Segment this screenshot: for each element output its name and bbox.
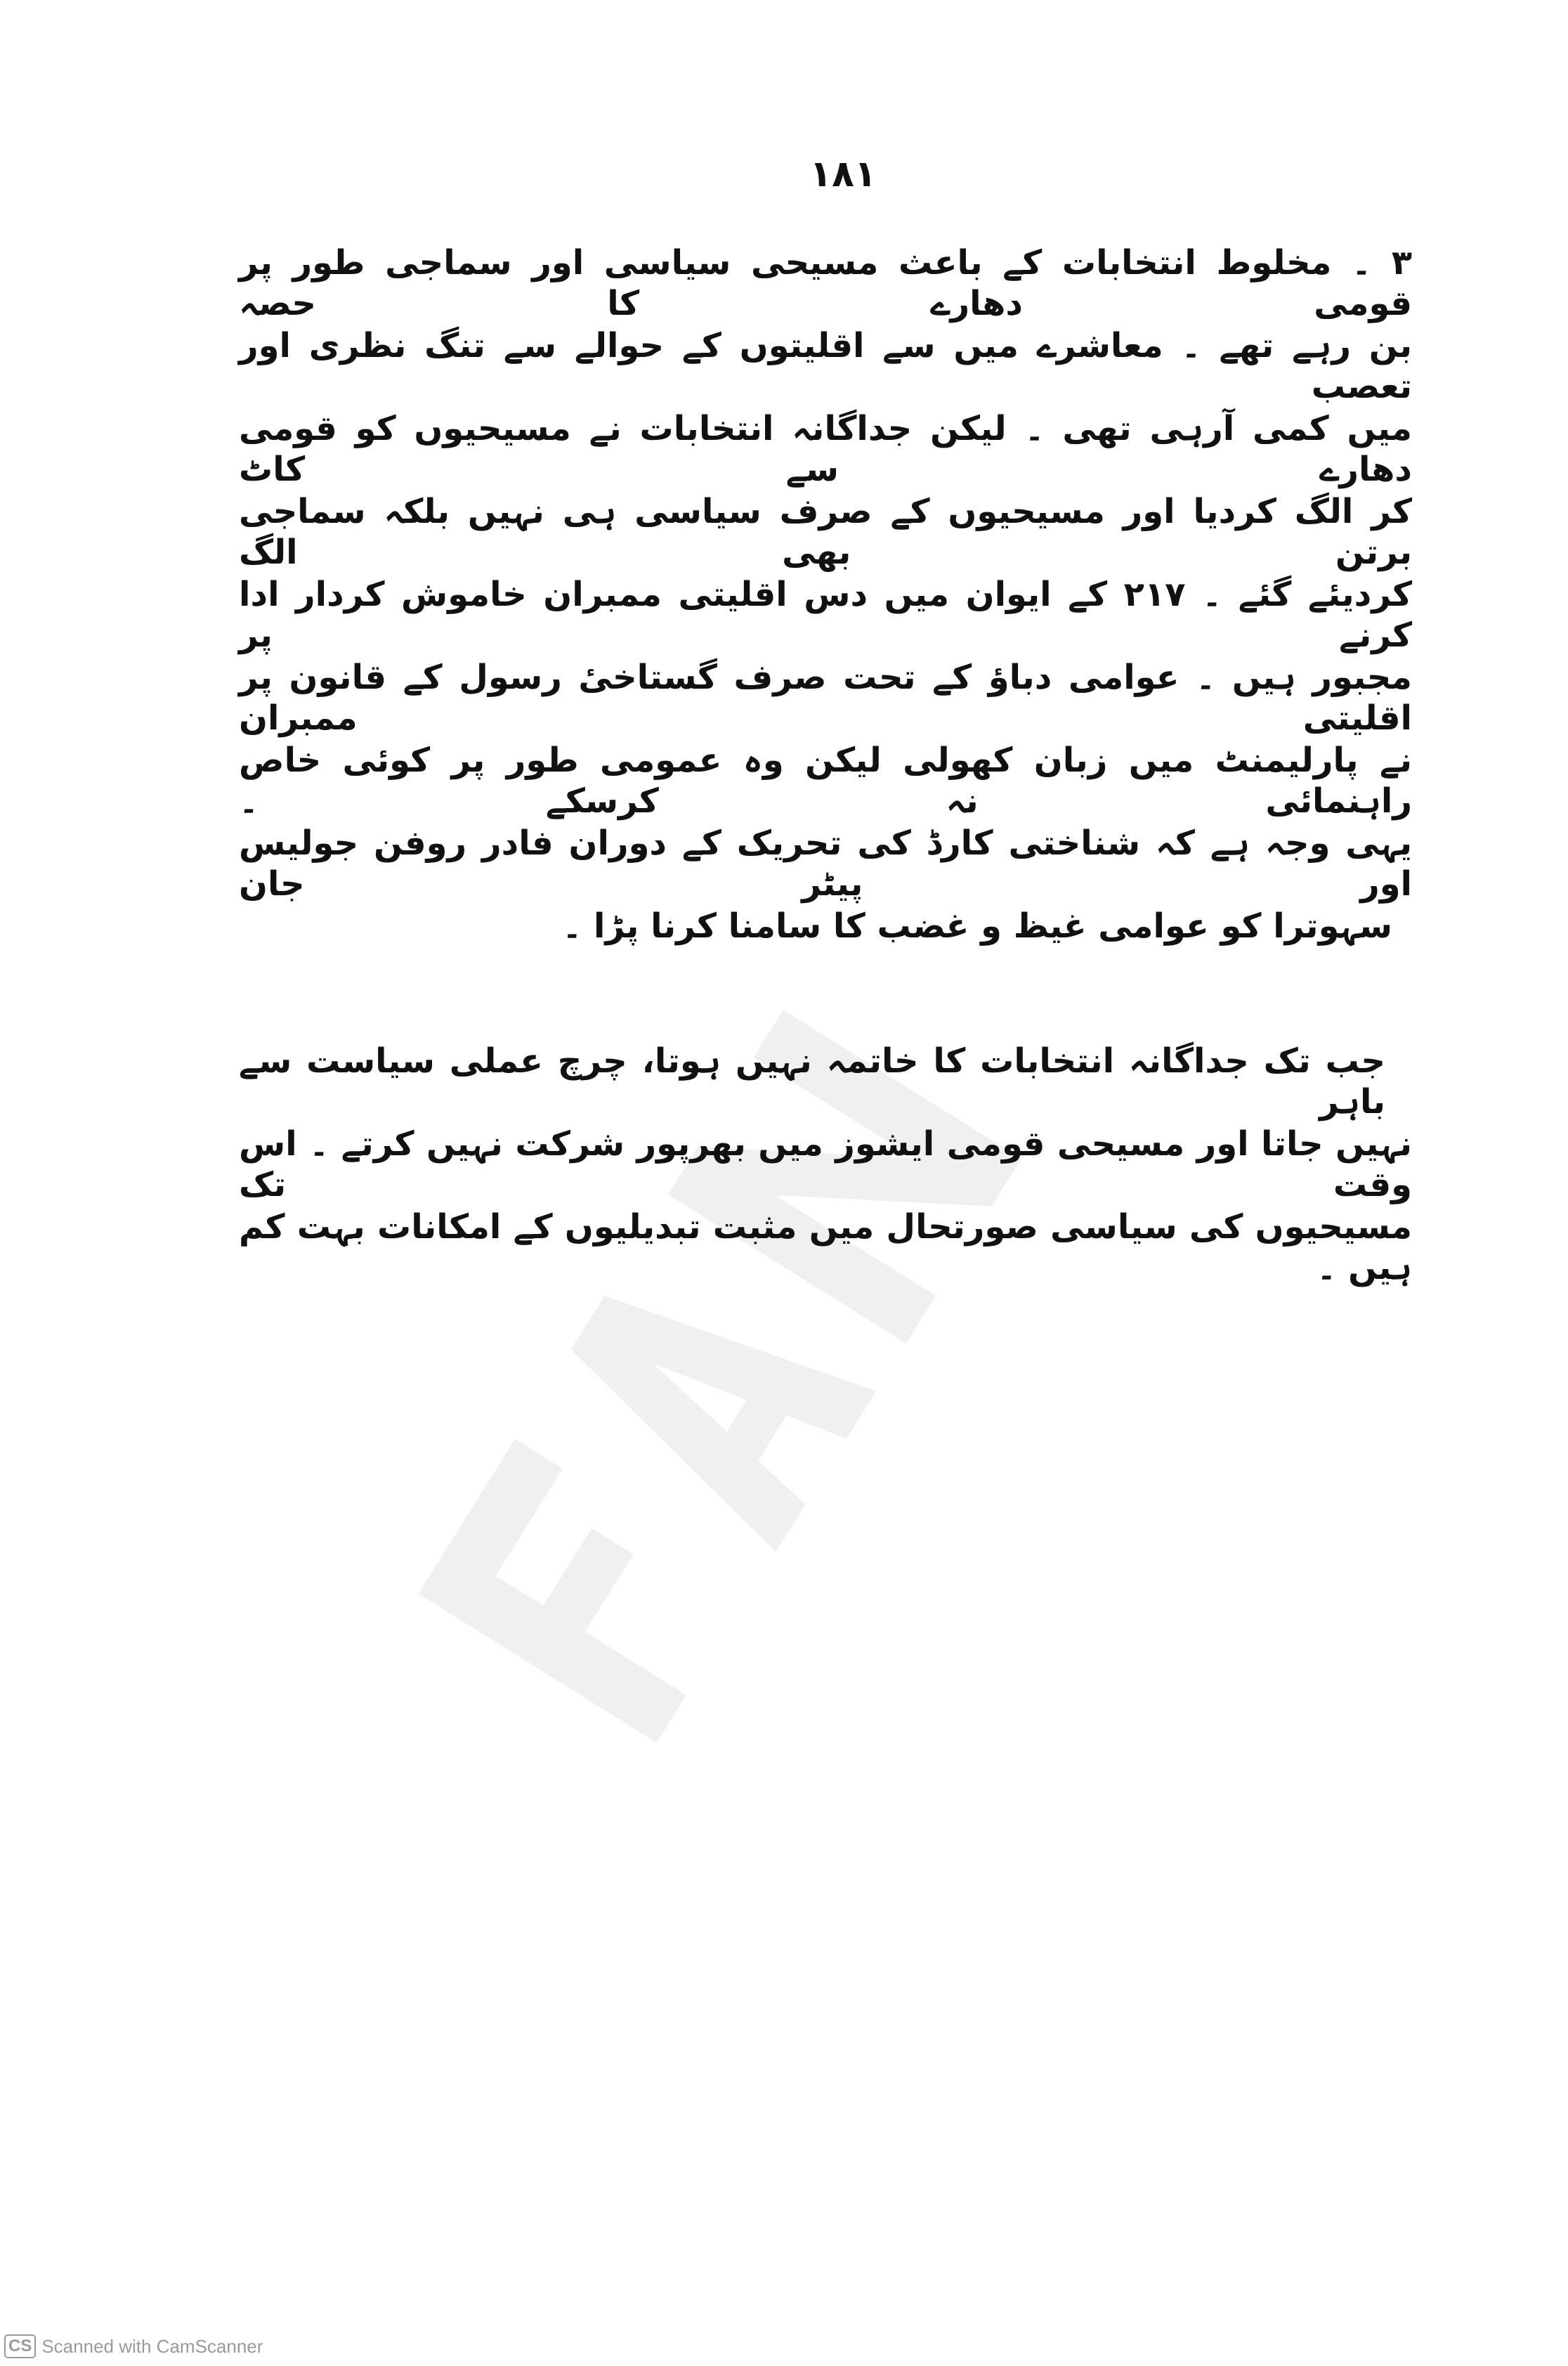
text-line: نہیں جاتا اور مسیحی قومی ایشوز میں بھرپور شرکت نہیں کرتے ۔ اس وقت تک: [239, 1124, 1412, 1204]
text-line: مجبور ہیں ۔ عوامی دباؤ کے تحت صرف گستاخیٔ رسول کے قانون پر اقلیتی ممبران: [239, 658, 1412, 738]
text-line: میں کمی آرہی تھی ۔ لیکن جداگانہ انتخابات نے مسیحیوں کو قومی دھارے سے کاٹ: [239, 409, 1412, 489]
text-line: نے پارلیمنٹ میں زبان کھولی لیکن وہ عمومی طور پر کوئی خاص راہنمائی نہ کرسکے ۔: [239, 741, 1412, 821]
text-line: ۳ ۔ مخلوط انتخابات کے باعث مسیحی سیاسی اور سماجی طور پر قومی دھارے کا حصہ: [239, 243, 1413, 323]
text-line: بن رہے تھے ۔ معاشرے میں سے اقلیتوں کے حوالے سے تنگ نظری اور تعصب: [239, 326, 1412, 406]
page-number: ۱۸۱: [809, 153, 877, 195]
camscanner-footer: [4, 2334, 263, 2358]
text-line: مسیحیوں کی سیاسی صورتحال میں مثبت تبدیلیوں کے امکانات بہت کم ہیں ۔: [239, 1207, 1412, 1287]
text-line: کردیئے گئے ۔ ۲۱۷ کے ایوان میں دس اقلیتی ممبران خاموش کردار ادا کرنے پر: [239, 575, 1412, 655]
body-text: [239, 242, 1412, 1289]
footer-text: Scanned with CamScanner: [41, 2335, 263, 2357]
text-line: سہوترا کو عوامی غیظ و غضب کا سامنا کرنا پڑا ۔: [562, 906, 1392, 946]
text-line: کر الگ کردیا اور مسیحیوں کے صرف سیاسی ہی نہیں بلکہ سماجی برتن بھی الگ: [239, 492, 1412, 572]
text-line: یہی وجہ ہے کہ شناختی کارڈ کی تحریک کے دوران فادر روفن جولیس اور پیٹر جان: [239, 824, 1412, 904]
camscanner-logo-icon: CS: [4, 2334, 36, 2358]
text-line: جب تک جداگانہ انتخابات کا خاتمہ نہیں ہوتا، چرچ عملی سیاست سے باہر: [239, 1041, 1385, 1122]
paragraph-2: [239, 1041, 1412, 1289]
paragraph-1: [239, 242, 1412, 989]
